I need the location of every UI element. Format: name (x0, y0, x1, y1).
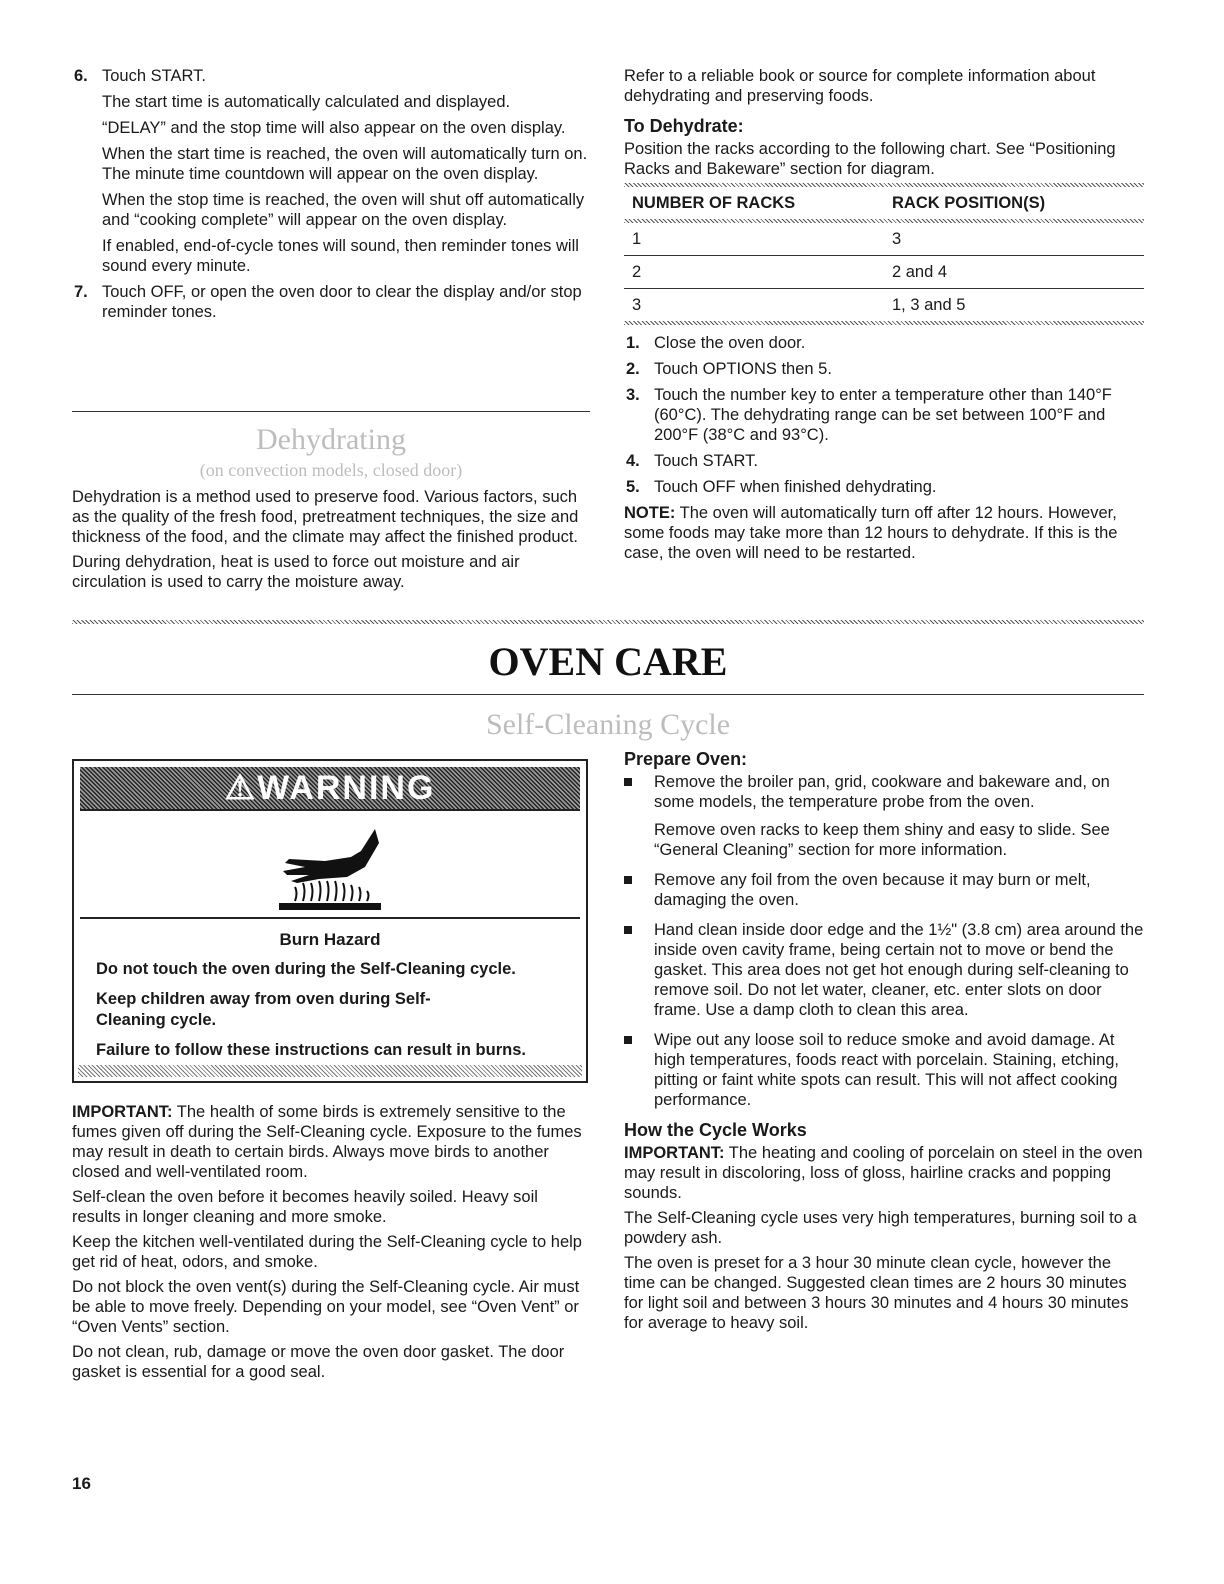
table-cell: 1 (624, 223, 884, 256)
paragraph: Dehydration is a method used to preserve food. Various factors, such as the quality of the fresh food, pretreatment techniques, the size and thickness of the food, and the climate may affect the finished product. (72, 488, 579, 546)
step-text: The start time is automatically calculated and displayed. (102, 93, 511, 111)
table-header: RACK POSITION(S) (892, 194, 1046, 212)
step-number: 6. (74, 67, 88, 85)
step-text: Touch OFF, or open the oven door to clear the display and/or stop reminder tones. (102, 283, 582, 321)
bullet-text: Remove oven racks to keep them shiny and easy to slide. See “General Cleaning” section for more information. (654, 821, 1110, 859)
dehydrate-step-1 (624, 333, 1144, 353)
bullet-item (624, 870, 1144, 910)
bullet-item (624, 1030, 1144, 1110)
warning-line: Failure to follow these instructions can result in burns. (96, 1041, 526, 1059)
paragraph: Self-clean the oven before it becomes heavily soiled. Heavy soil results in longer cleaning and more smoke. (72, 1188, 538, 1226)
right-bottom-column (624, 749, 1144, 1338)
table-row (624, 256, 1144, 289)
step-7 (72, 282, 590, 322)
note-label: NOTE: (624, 504, 676, 522)
bullet-square-icon (624, 876, 632, 884)
warning-header (80, 767, 580, 811)
table-header-row (624, 187, 1144, 219)
table-cell: 1, 3 and 5 (892, 296, 966, 314)
oven-care-title: OVEN CARE (488, 639, 728, 684)
table-row (624, 289, 1144, 322)
table-bottom-rule (624, 321, 1144, 325)
table-header-rule (624, 219, 1144, 223)
bullet-item (624, 772, 1144, 860)
rack-position-table (624, 187, 1144, 219)
hazard-title: Burn Hazard (279, 930, 381, 949)
table-row (624, 223, 1144, 256)
bullet-square-icon (624, 778, 632, 786)
paragraph: Keep the kitchen well-ventilated during the Self-Cleaning cycle to help get rid of heat, odors, and smoke. (72, 1233, 582, 1271)
step-text: When the stop time is reached, the oven will shut off automatically and “cooking complete” will appear on the oven display. (102, 191, 585, 229)
paragraph: During dehydration, heat is used to force out moisture and air circulation is used to carry the moisture away. (72, 553, 520, 591)
hand-heat-icon (265, 821, 395, 913)
left-bottom-column (72, 1102, 590, 1387)
note-paragraph (624, 503, 1144, 563)
section-rule-top (72, 620, 1144, 624)
step-text: Touch OFF when finished dehydrating. (654, 478, 937, 496)
step-number: 7. (74, 283, 88, 301)
right-top-column (624, 66, 1144, 568)
table-top-rule (624, 183, 1144, 187)
dehydrate-step-3 (624, 385, 1144, 445)
warning-line: Do not touch the oven during the Self-Cleaning cycle. (96, 960, 516, 978)
to-dehydrate-text: Position the racks according to the following chart. See “Positioning Racks and Bakeware” section for diagram. (624, 140, 1116, 178)
step-number: 5. (626, 478, 640, 496)
warning-triangle-icon: ⚠ (224, 769, 258, 807)
paragraph: The oven is preset for a 3 hour 30 minute clean cycle, however the time can be changed. Suggested clean times are 2 hours 30 minutes for light soil and between 3 hours 30 minutes and 4 hours 30 minutes for average to heavy soil. (624, 1254, 1129, 1332)
step-text: Close the oven door. (654, 334, 806, 352)
step-number: 2. (626, 360, 640, 378)
dehydrating-body (72, 487, 590, 597)
step-text: Touch the number key to enter a temperature other than 140°F (60°C). The dehydrating range can be set between 100°F and 200°F (38°C and 93°C). (654, 386, 1112, 444)
note-text: The oven will automatically turn off after 12 hours. However, some foods may take more than 12 hours to dehydrate. If this is the case, the oven will need to be restarted. (624, 504, 1118, 562)
bullet-text: Remove the broiler pan, grid, cookware and bakeware and, on some models, the temperature probe from the oven. (654, 773, 1110, 811)
burn-hazard-pictogram (80, 817, 580, 919)
step-6 (72, 66, 590, 276)
rack-position-table-body (624, 223, 1144, 321)
warning-text (74, 919, 586, 1061)
page-number: 16 (72, 1474, 91, 1493)
left-top-column (72, 66, 590, 328)
prepare-oven-heading: Prepare Oven: (624, 749, 748, 769)
paragraph: Do not block the oven vent(s) during the Self-Cleaning cycle. Air must be able to move freely. Depending on your model, see “Oven Vent” or “Oven Vents” section. (72, 1278, 580, 1336)
dehydrating-title: Dehydrating (256, 423, 406, 456)
bullet-text: Hand clean inside door edge and the 1½" (3.8 cm) area around the inside oven cavity frame, being certain not to move or bend the gasket. This area does not get hot enough during self-cleaning to remove soil. Do not let water, cleaner, etc. enter slots on door frame. Use a damp cloth to clean this area. (654, 921, 1144, 1019)
to-dehydrate-heading: To Dehydrate: (624, 116, 744, 136)
step-text: If enabled, end-of-cycle tones will sound, then reminder tones will sound every minute. (102, 237, 579, 275)
warning-label: ⚠WARNING (224, 769, 436, 807)
warning-footer-hatch (78, 1065, 582, 1077)
paragraph: The Self-Cleaning cycle uses very high temperatures, burning soil to a powdery ash. (624, 1209, 1137, 1247)
divider (72, 411, 590, 412)
table-header: NUMBER OF RACKS (632, 194, 796, 212)
paragraph: Do not clean, rub, damage or move the oven door gasket. The door gasket is essential for a good seal. (72, 1343, 565, 1381)
step-number: 3. (626, 386, 640, 404)
dehydrating-subtitle: (on convection models, closed door) (199, 460, 463, 480)
section-rule-bottom (72, 694, 1144, 695)
warning-box (72, 759, 588, 1083)
step-number: 1. (626, 334, 640, 352)
important-text: The health of some birds is extremely sensitive to the fumes given off during the Self-Cleaning cycle. Exposure to the fumes may result in death to certain birds. Always move birds to another closed and well-ventilated room. (72, 1103, 582, 1181)
bullet-text: Wipe out any loose soil to reduce smoke and avoid damage. At high temperatures, foods react with porcelain. Staining, etching, pitting or faint white spots can result. This will not affect cooking performance. (654, 1031, 1120, 1109)
table-cell: 3 (632, 296, 642, 314)
step-text: Touch START. (102, 67, 206, 85)
how-cycle-works-heading: How the Cycle Works (624, 1120, 807, 1140)
step-text: Touch START. (654, 452, 758, 470)
intro-paragraph: Refer to a reliable book or source for complete information about dehydrating and preserving foods. (624, 67, 1096, 105)
step-text: When the start time is reached, the oven will automatically turn on. The minute time countdown will appear on the oven display. (102, 145, 588, 183)
important-paragraph (624, 1143, 1144, 1203)
step-text: “DELAY” and the stop time will also appear on the oven display. (102, 119, 566, 137)
dehydrate-step-2 (624, 359, 1144, 379)
bullet-item (624, 920, 1144, 1020)
dehydrate-step-4 (624, 451, 1144, 471)
step-number: 4. (626, 452, 640, 470)
self-cleaning-title: Self-Cleaning Cycle (485, 708, 731, 741)
table-cell: 2 (624, 256, 884, 289)
table-cell: 2 and 4 (884, 256, 1144, 289)
table-cell: 3 (884, 223, 1144, 256)
step-text: Touch OPTIONS then 5. (654, 360, 832, 378)
important-text: The heating and cooling of porcelain on steel in the oven may result in discoloring, loss of gloss, hairline cracks and popping sounds. (624, 1144, 1143, 1202)
bullet-square-icon (624, 1036, 632, 1044)
important-label: IMPORTANT: (624, 1144, 725, 1162)
bullet-square-icon (624, 926, 632, 934)
bullet-text: Remove any foil from the oven because it may burn or melt, damaging the oven. (654, 871, 1091, 909)
warning-line: Keep children away from oven during Self-Cleaning cycle. (96, 990, 431, 1029)
important-label: IMPORTANT: (72, 1103, 173, 1121)
important-paragraph (72, 1102, 590, 1182)
dehydrate-step-5 (624, 477, 1144, 497)
